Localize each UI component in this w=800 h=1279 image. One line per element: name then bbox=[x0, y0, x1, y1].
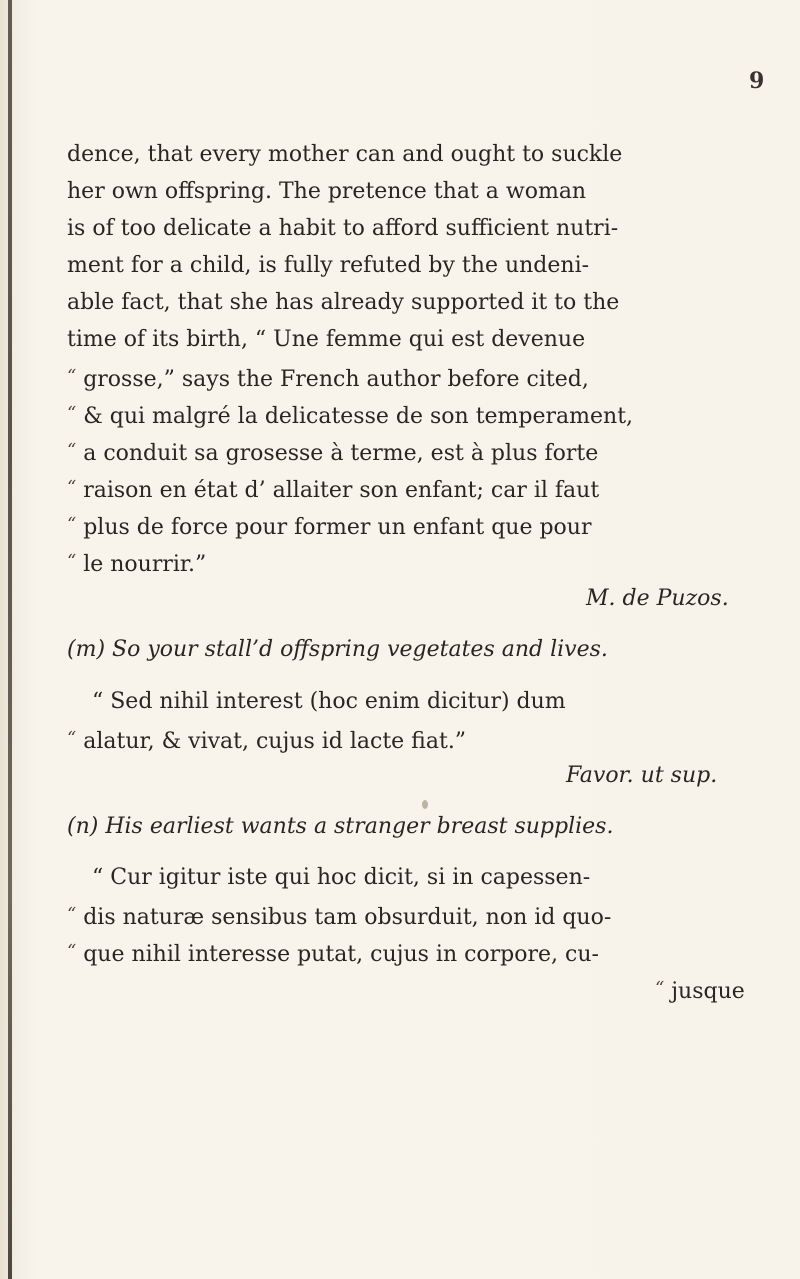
quoted-line: “ Cur igitur iste qui hoc dicit, si in capessen- bbox=[92, 865, 591, 890]
quoted-line: “ dis naturæ sensibus tam obsurduit, non id quo- bbox=[67, 904, 612, 930]
text-line: is of too delicate a habit to afford sufficient nutri- bbox=[67, 216, 619, 241]
text-line: dence, that every mother can and ought to suckle bbox=[67, 142, 623, 167]
footnote-heading-n: (n) His earliest wants a stranger breast supplies. bbox=[67, 814, 614, 839]
ink-speck bbox=[422, 800, 428, 809]
quoted-line: “ plus de force pour former un enfant que pour bbox=[67, 514, 592, 540]
quoted-line: “ alatur, & vivat, cujus id lacte fiat.” bbox=[67, 728, 467, 754]
quoted-line: “ grosse,” says the French author before cited, bbox=[67, 366, 589, 392]
attribution-puzos: M. de Puzos. bbox=[586, 586, 729, 611]
footnote-heading-m: (m) So your stall’d offspring vegetates and lives. bbox=[67, 637, 608, 662]
text-line: her own offspring. The pretence that a woman bbox=[67, 179, 587, 204]
attribution-favor: Favor. ut sup. bbox=[566, 763, 718, 788]
quoted-line: “ le nourrir.” bbox=[67, 551, 207, 577]
quoted-line: “ a conduit sa grosesse à terme, est à plus forte bbox=[67, 440, 599, 466]
text-line: ment for a child, is fully refuted by the undeni- bbox=[67, 253, 590, 278]
catchword: “ jusque bbox=[655, 978, 745, 1004]
text-line: time of its birth, “ Une femme qui est devenue bbox=[67, 327, 586, 352]
binding-gutter bbox=[8, 0, 12, 1279]
quoted-line: “ & qui malgré la delicatesse de son temperament, bbox=[67, 403, 634, 429]
text-line: able fact, that she has already supported it to the bbox=[67, 290, 620, 315]
quoted-line: “ que nihil interesse putat, cujus in corpore, cu- bbox=[67, 941, 599, 967]
quoted-line: “ raison en état d’ allaiter son enfant; car il faut bbox=[67, 477, 600, 503]
page-number: 9 bbox=[749, 68, 765, 94]
quoted-line: “ Sed nihil interest (hoc enim dicitur) dum bbox=[92, 689, 566, 714]
